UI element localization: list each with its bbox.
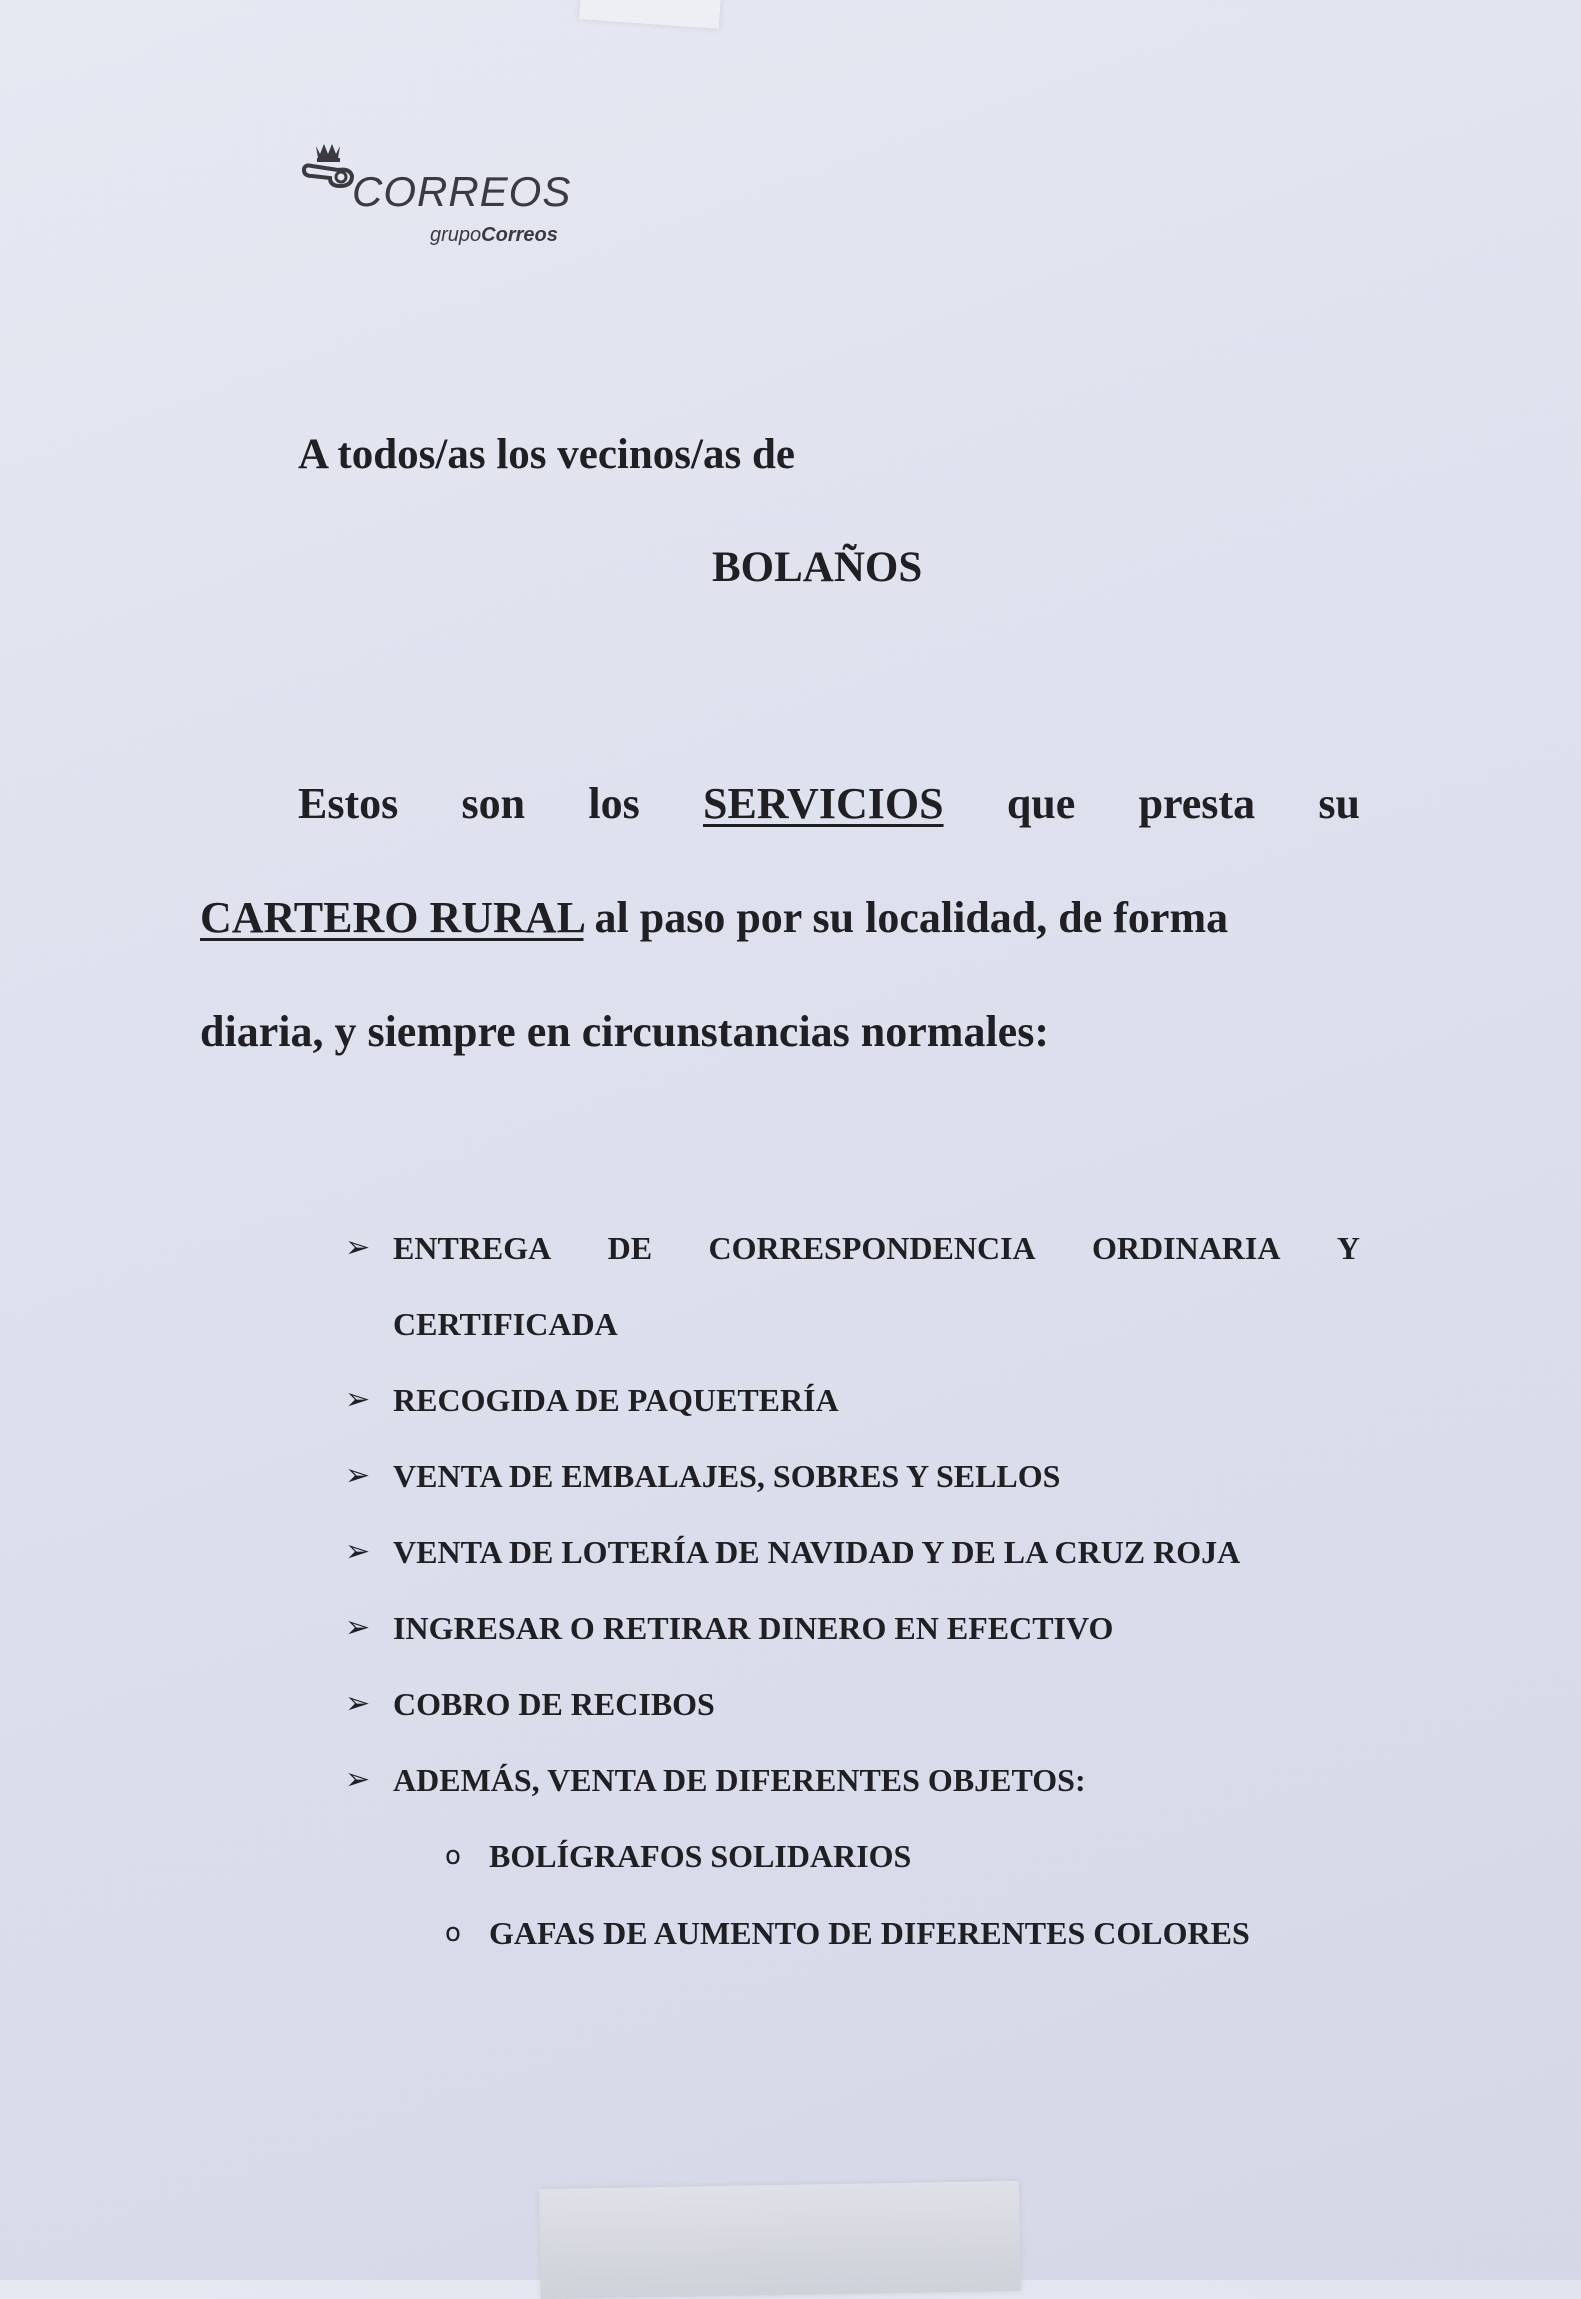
circle-bullet-icon: o bbox=[445, 1841, 461, 1871]
list-item-text: INGRESAR O RETIRAR DINERO EN EFECTIVO bbox=[393, 1610, 1114, 1646]
intro-word: su bbox=[1318, 779, 1360, 828]
sub-list-item bbox=[445, 1836, 1360, 1913]
arrow-bullet-icon: ➢ bbox=[345, 1230, 371, 1265]
intro-word: son bbox=[461, 779, 526, 828]
tape-top bbox=[579, 0, 721, 29]
list-item bbox=[345, 1684, 1360, 1760]
list-item-text: ADEMÁS, VENTA DE DIFERENTES OBJETOS: bbox=[393, 1762, 1086, 1798]
services-list bbox=[345, 1228, 1360, 1990]
intro-line-2 bbox=[200, 892, 1360, 943]
list-item-text: VENTA DE EMBALAJES, SOBRES Y SELLOS bbox=[393, 1458, 1061, 1494]
intro-line-3: diaria, y siempre en circunstancias normales: bbox=[200, 1007, 1049, 1056]
list-item-text: RECOGIDA DE PAQUETERÍA bbox=[393, 1382, 839, 1418]
list-item-text: VENTA DE LOTERÍA DE NAVIDAD Y DE LA CRUZ ROJA bbox=[393, 1534, 1241, 1570]
sub-list-item-text: BOLÍGRAFOS SOLIDARIOS bbox=[489, 1838, 912, 1874]
arrow-bullet-icon: ➢ bbox=[345, 1458, 371, 1493]
list-item bbox=[345, 1760, 1360, 1836]
list-item bbox=[345, 1380, 1360, 1456]
sub-list-item bbox=[445, 1913, 1360, 1990]
list-item-continuation bbox=[345, 1304, 1360, 1380]
list-item bbox=[345, 1532, 1360, 1608]
correos-logo bbox=[300, 140, 630, 250]
arrow-bullet-icon: ➢ bbox=[345, 1686, 371, 1721]
list-item-word: ENTREGA bbox=[393, 1230, 552, 1266]
intro-line-2-rest: al paso por su localidad, de forma bbox=[583, 893, 1229, 942]
correos-crown-horn-icon bbox=[300, 140, 360, 200]
list-item-text: CERTIFICADA bbox=[393, 1306, 618, 1342]
arrow-bullet-icon: ➢ bbox=[345, 1610, 371, 1645]
list-item-text bbox=[393, 1228, 1360, 1268]
list-item-word: ORDINARIA bbox=[1092, 1230, 1281, 1266]
intro-word-servicios: SERVICIOS bbox=[703, 779, 944, 828]
arrow-bullet-icon: ➢ bbox=[345, 1534, 371, 1569]
list-item-word: DE bbox=[607, 1230, 653, 1266]
circle-bullet-icon: o bbox=[445, 1918, 461, 1948]
greeting-line: A todos/as los vecinos/as de bbox=[298, 431, 795, 478]
cartero-rural-text: CARTERO RURAL bbox=[200, 893, 584, 942]
list-item-word: Y bbox=[1336, 1230, 1360, 1266]
list-item bbox=[345, 1608, 1360, 1684]
logo-subtitle-bold: Correos bbox=[481, 224, 558, 246]
intro-word: los bbox=[588, 779, 640, 828]
logo-wordmark: CORREOS bbox=[352, 168, 572, 215]
list-item bbox=[345, 1456, 1360, 1532]
tape-bottom bbox=[539, 2181, 1021, 2299]
sub-list-item-text: GAFAS DE AUMENTO DE DIFERENTES COLORES bbox=[489, 1915, 1250, 1951]
intro-word: presta bbox=[1138, 779, 1256, 828]
town-name: BOLAÑOS bbox=[712, 544, 923, 591]
arrow-bullet-icon: ➢ bbox=[345, 1382, 371, 1417]
list-item-text: COBRO DE RECIBOS bbox=[393, 1686, 715, 1722]
logo-subtitle-light: grupo bbox=[430, 224, 482, 246]
intro-line-1 bbox=[298, 778, 1360, 829]
intro-word: Estos bbox=[298, 779, 399, 828]
intro-word: que bbox=[1006, 779, 1076, 828]
list-item bbox=[345, 1228, 1360, 1304]
logo-subtitle bbox=[430, 224, 558, 247]
list-item-word: CORRESPONDENCIA bbox=[708, 1230, 1036, 1266]
arrow-bullet-icon: ➢ bbox=[345, 1762, 371, 1797]
